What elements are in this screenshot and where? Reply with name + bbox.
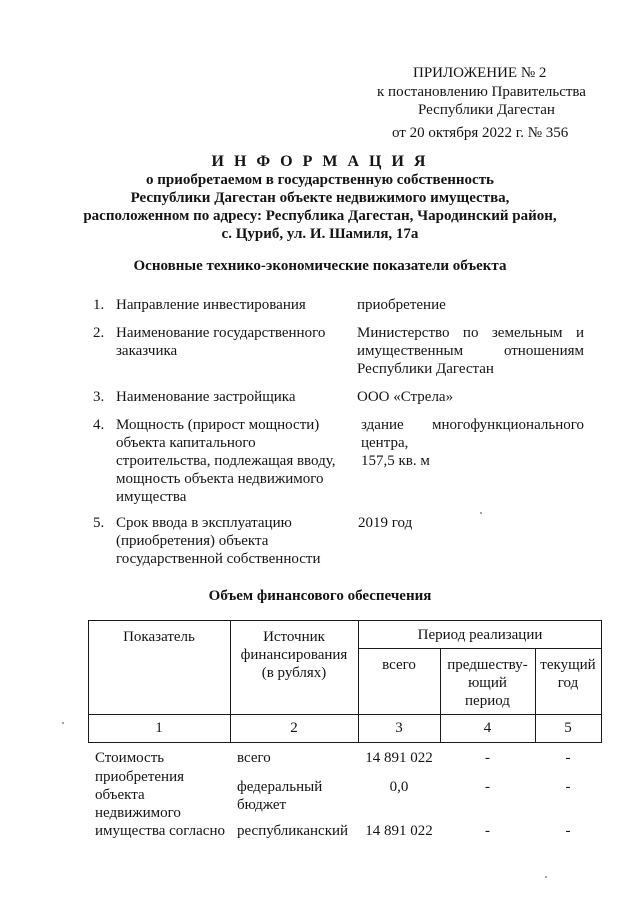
column-number: 3	[395, 720, 403, 736]
header-previous-period: предшеству-	[447, 657, 528, 673]
column-number: 5	[564, 720, 572, 736]
indicator-label: Срок ввода в эксплуатацию	[116, 515, 292, 531]
table-prev-value: -	[485, 823, 490, 839]
indicator-label: имущества	[116, 489, 187, 505]
column-number: 2	[290, 720, 298, 736]
indicator-label: Направление инвестирования	[116, 297, 306, 313]
header-current-year: год	[557, 675, 579, 691]
indicator-label: заказчика	[116, 343, 178, 359]
indicator-number: 2.	[93, 325, 105, 341]
table-source: республиканский	[237, 823, 349, 839]
header-source: финансирования	[240, 647, 348, 663]
heading-line: расположенном по адресу: Республика Дагестан, Чародинский район,	[83, 208, 557, 224]
indicator-value: здание многофункционального	[361, 417, 584, 433]
table-source: всего	[237, 750, 271, 766]
heading-line: с. Цуриб, ул. И. Шамиля, 17а	[221, 226, 419, 242]
indicator-number: 1.	[93, 297, 105, 313]
table-header-divider	[88, 714, 602, 715]
header-total: всего	[382, 657, 416, 673]
table-curr-value: -	[565, 779, 571, 795]
table-indicator-text: приобретения	[95, 769, 185, 785]
column-number: 4	[483, 720, 492, 736]
header-current-year: текущий	[540, 657, 596, 673]
scan-speck	[545, 876, 547, 878]
table-curr-value: -	[565, 823, 571, 839]
table-border-top	[88, 620, 602, 621]
table-indicator-text: недвижимого	[95, 805, 181, 821]
indicator-label: (приобретения) объекта	[116, 533, 269, 549]
indicator-number: 3.	[93, 389, 105, 405]
indicator-label: государственной собственности	[116, 551, 321, 567]
indicator-label: строительства, подлежащая вводу,	[116, 453, 336, 469]
table-indicator-text: имущества согласно	[95, 823, 225, 839]
column-number: 1	[155, 720, 163, 736]
indicator-value: центра,	[361, 435, 409, 451]
attachment-republic: Республики Дагестан	[418, 102, 555, 118]
attachment-number: ПРИЛОЖЕНИЕ № 2	[413, 65, 547, 81]
table-prev-value: -	[485, 779, 490, 795]
indicator-value: 157,5 кв. м	[361, 453, 430, 469]
indicator-number: 5.	[93, 515, 105, 531]
indicator-value: имущественным отношениям	[357, 343, 584, 359]
table-source: бюджет	[237, 797, 287, 813]
section-heading-finance: Объем финансового обеспечения	[208, 588, 432, 604]
header-previous-period: ющий	[468, 675, 507, 691]
table-prev-value: -	[485, 750, 490, 766]
header-previous-period: период	[465, 693, 510, 709]
table-numbers-divider	[88, 742, 602, 743]
indicator-label: Наименование государственного	[116, 325, 326, 341]
table-curr-value: -	[565, 750, 571, 766]
attachment-date: от 20 октября 2022 г. № 356	[392, 125, 569, 141]
table-indicator-text: Стоимость	[95, 750, 165, 766]
heading-line: о приобретаемом в государственную собственность	[146, 172, 494, 188]
header-period: Период реализации	[417, 627, 543, 643]
indicator-value: Республики Дагестан	[357, 361, 494, 377]
table-subheader-divider	[358, 648, 602, 649]
header-source: Источник	[263, 629, 325, 645]
scan-speck	[62, 722, 64, 724]
table-source: федеральный	[237, 779, 323, 795]
section-heading-indicators: Основные технико-экономические показатели объекта	[133, 258, 507, 274]
document-title: И Н Ф О Р М А Ц И Я	[211, 153, 429, 170]
indicator-value: приобретение	[357, 297, 446, 313]
indicator-label: объекта капитального	[116, 435, 256, 451]
indicator-value: 2019 год	[358, 515, 413, 531]
attachment-resolution: к постановлению Правительства	[377, 84, 586, 100]
header-indicator: Показатель	[123, 629, 195, 645]
indicator-label: Мощность (прирост мощности)	[116, 417, 320, 433]
table-total-value: 14 891 022	[365, 823, 433, 839]
heading-line: Республики Дагестан объекте недвижимого имущества,	[130, 190, 510, 206]
header-source: (в рублях)	[261, 665, 327, 681]
indicator-value: ООО «Стрела»	[357, 389, 454, 405]
table-total-value: 14 891 022	[365, 750, 433, 766]
indicator-label: Наименование застройщика	[116, 389, 296, 405]
scan-speck	[480, 512, 482, 514]
indicator-number: 4.	[93, 417, 105, 433]
indicator-label: мощность объекта недвижимого	[116, 471, 324, 487]
table-total-value: 0,0	[389, 779, 409, 795]
indicator-value: Министерство по земельным и	[357, 325, 584, 341]
table-indicator-text: объекта	[95, 787, 145, 803]
